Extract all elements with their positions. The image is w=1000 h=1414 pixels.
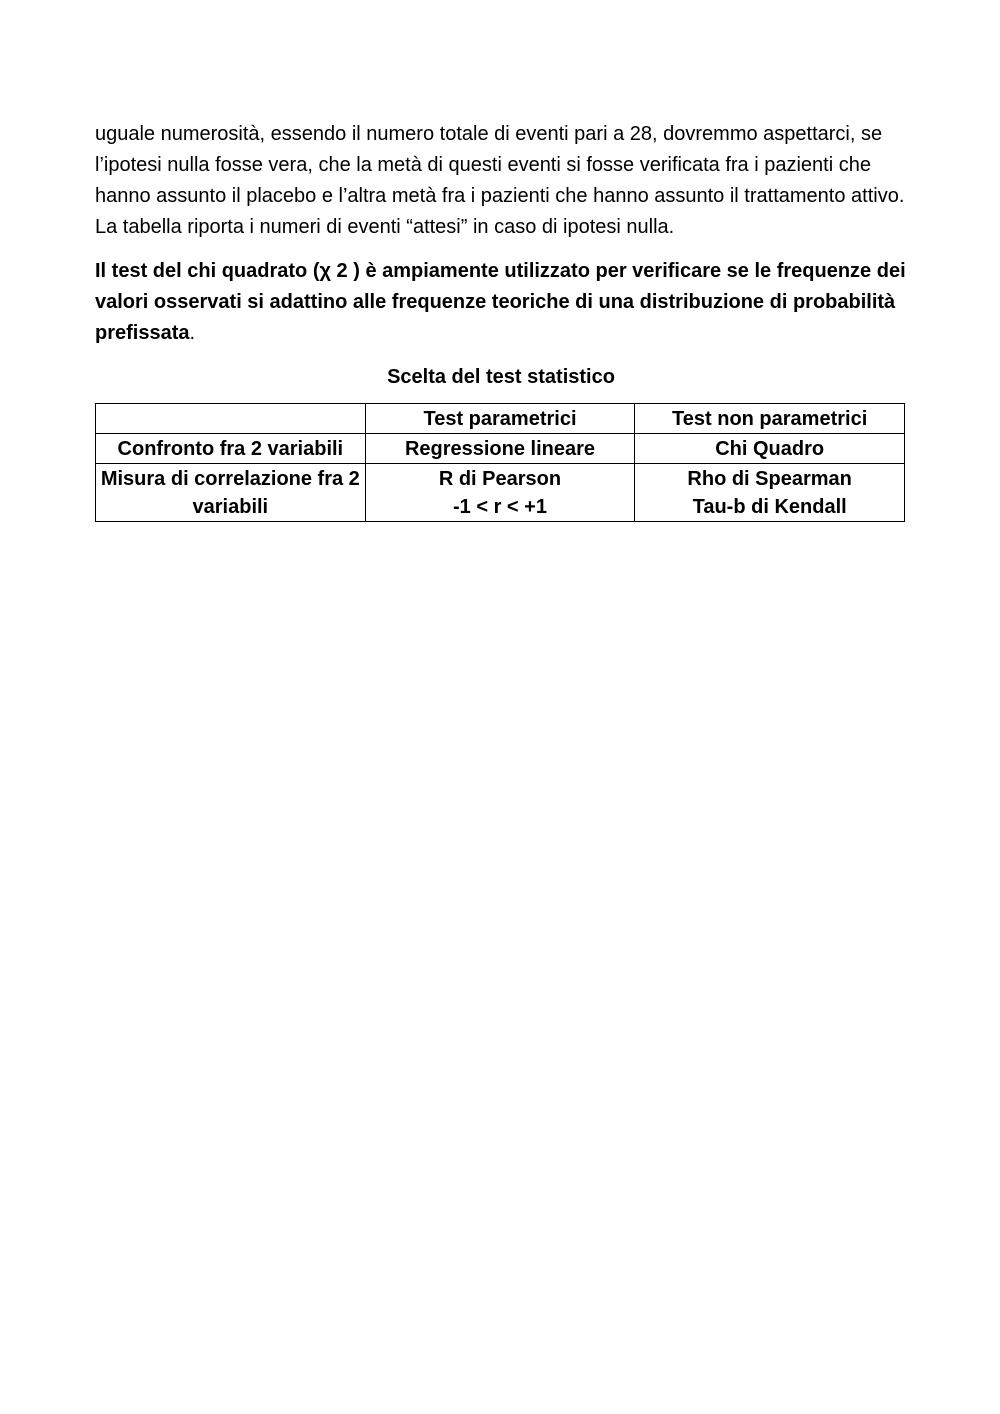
document-page [95,119,907,522]
cell-line: Tau-b di Kendall [692,496,847,518]
table-header-row [96,404,905,434]
table-header-empty [96,404,366,434]
table-row [96,464,905,522]
table-caption: Scelta del test statistico [387,366,615,388]
chi-square-definition-tail: . [189,322,196,344]
table-header-parametric: Test parametrici [365,404,635,434]
row-label: Misura di correlazione fra 2 variabili [96,464,366,522]
nonparametric-cell [635,464,905,522]
cell-line: R di Pearson [438,468,562,490]
cell-line: -1 < r < +1 [453,496,547,518]
parametric-cell: Regressione lineare [365,434,635,464]
cell-line: Rho di Spearman [687,468,852,490]
table-row [96,434,905,464]
row-label: Confronto fra 2 variabili [96,434,366,464]
body-paragraph: uguale numerosità, essendo il numero totale di eventi pari a 28, dovremmo aspettarci, se l’ipotesi nulla fosse vera, che la metà di questi eventi si fosse verificata fra i pazienti che hanno assunto il placebo e l’altra metà fra i pazienti che hanno assunto il trattamento attivo. La tabella riporta i numeri di eventi “attesi” in caso di ipotesi nulla. [95,123,905,238]
table-header-nonparametric: Test non parametrici [635,404,905,434]
chi-square-definition [95,256,907,349]
chi-square-definition-bold: Il test del chi quadrato (χ 2 ) è ampiamente utilizzato per verificare se le frequenze dei valori osservati si adattino alle frequenze teoriche di una distribuzione di probabilità prefissata [95,260,906,344]
statistical-test-table [95,403,905,522]
nonparametric-cell: Chi Quadro [635,434,905,464]
parametric-cell [365,464,635,522]
